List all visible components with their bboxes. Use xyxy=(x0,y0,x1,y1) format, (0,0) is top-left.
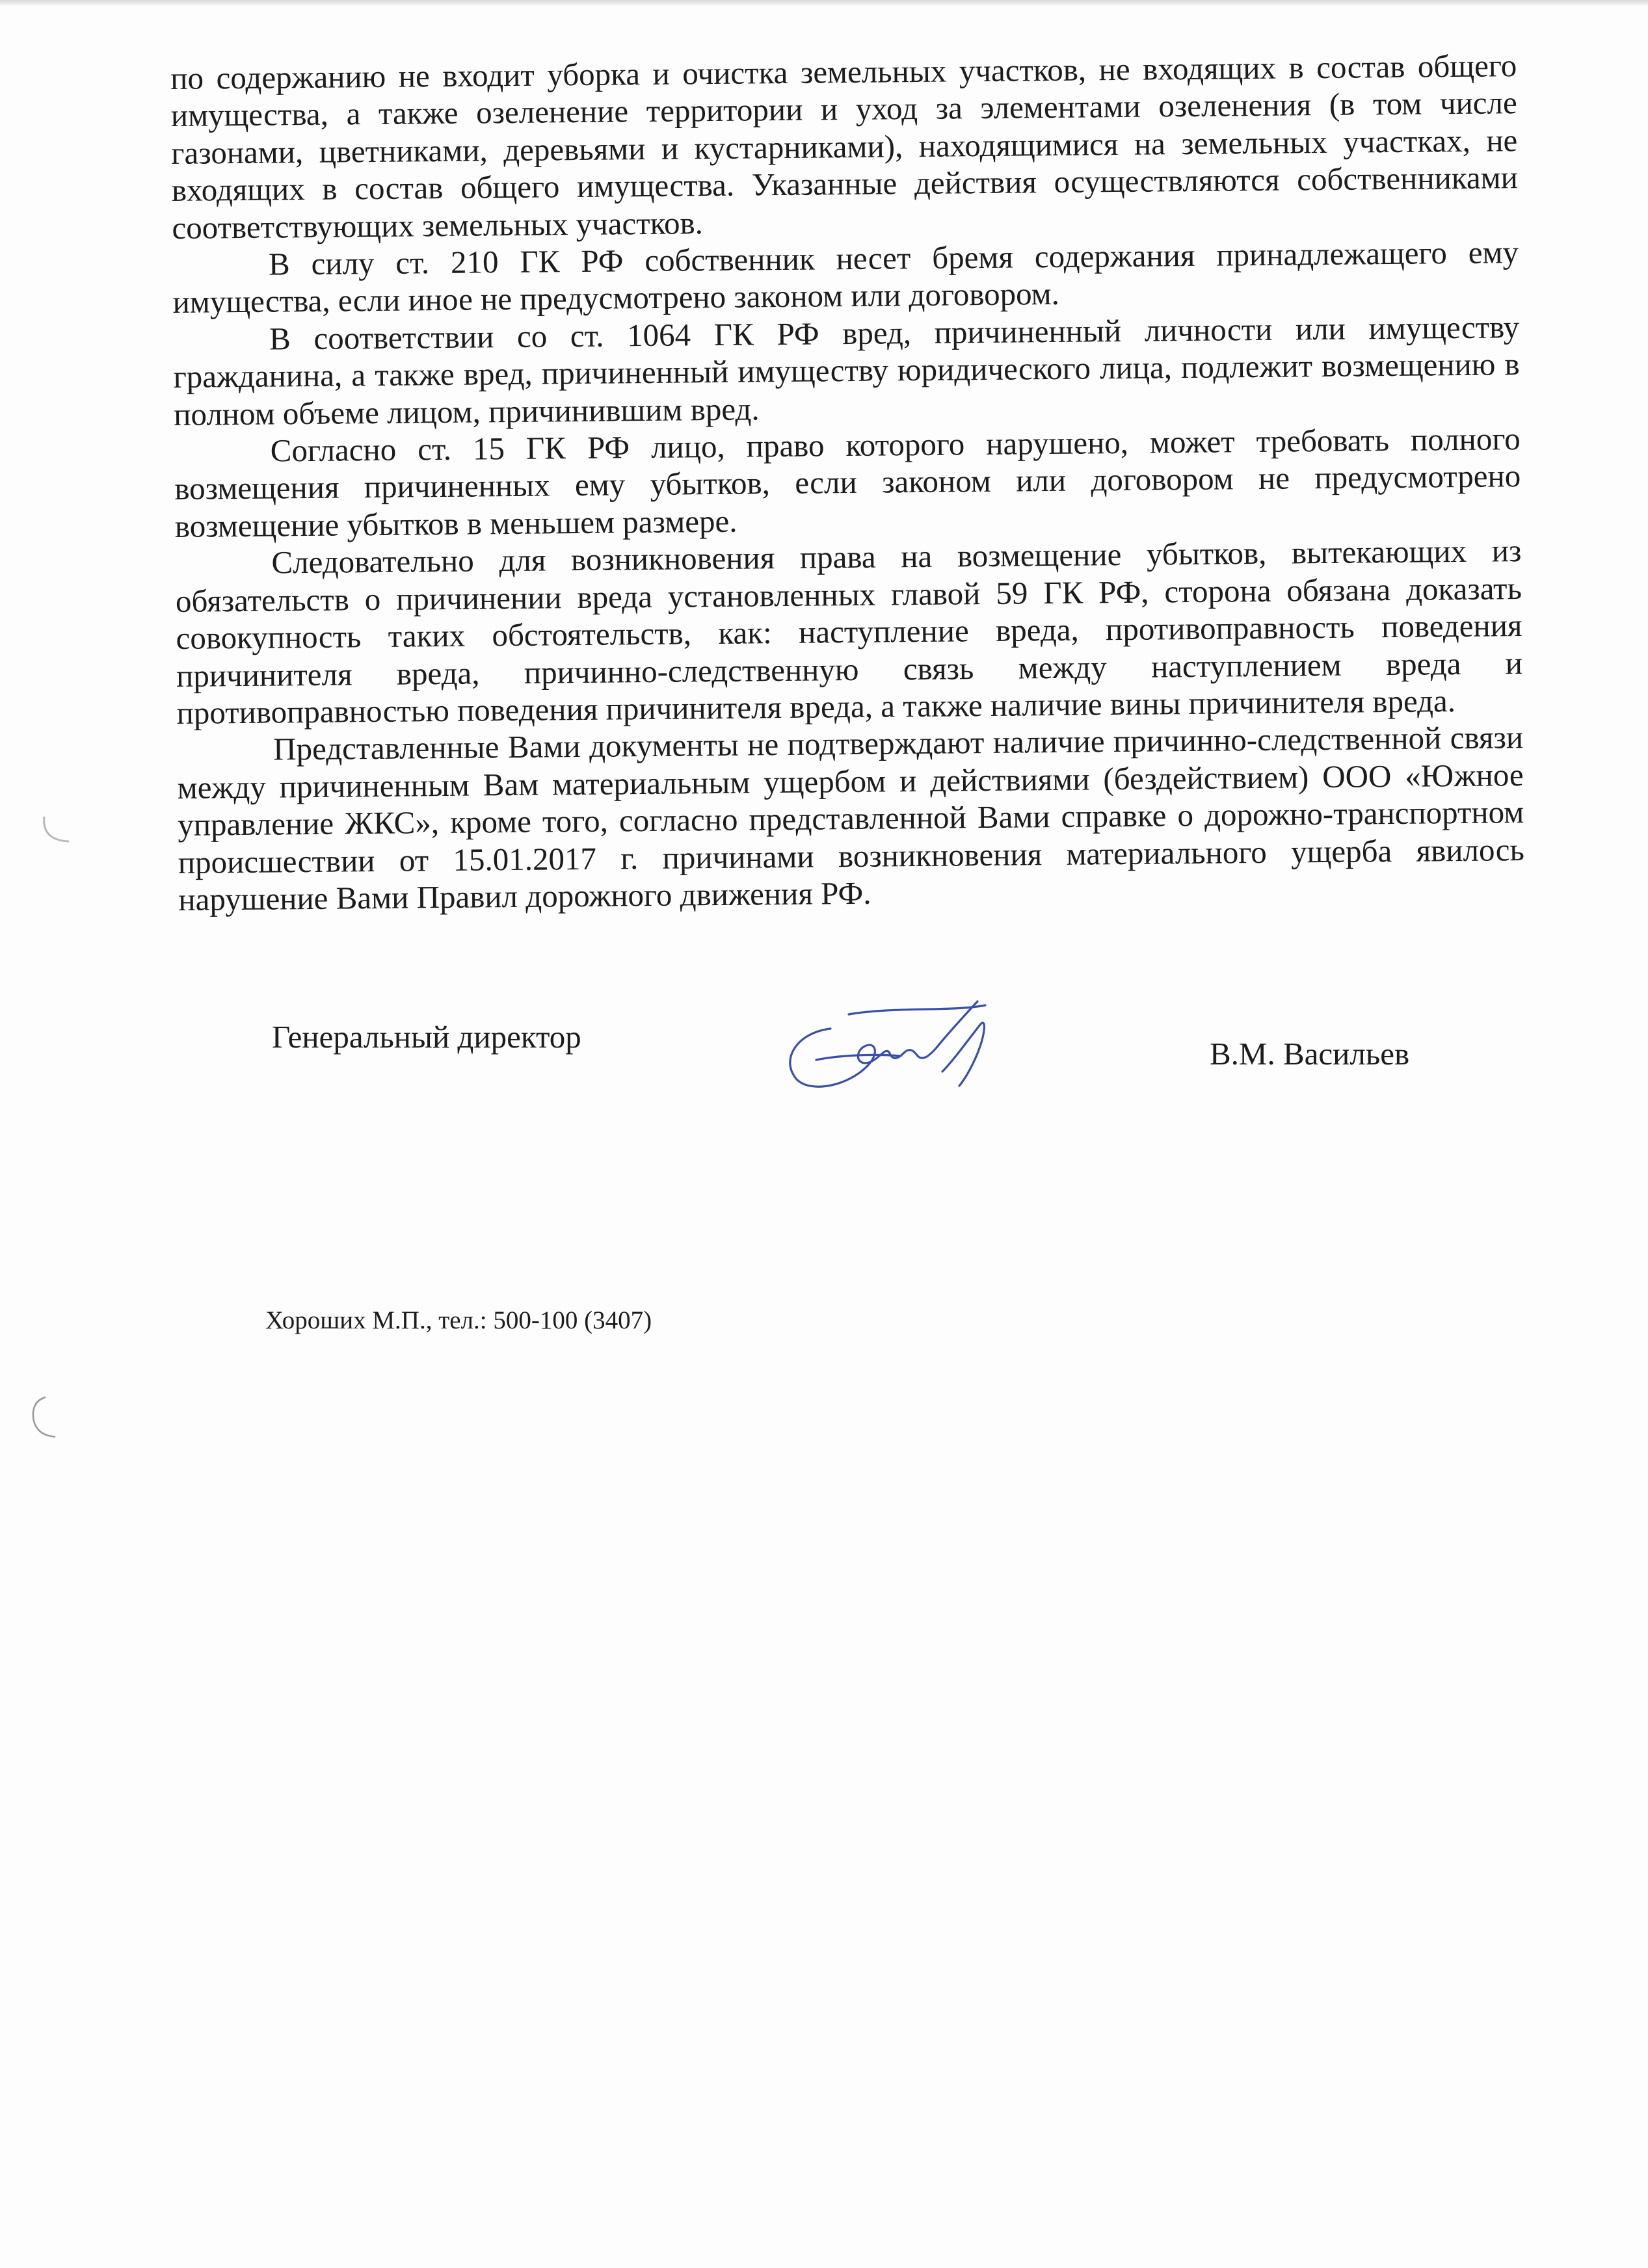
paragraph: В соответствии со ст. 1064 ГК РФ вред, причиненный личности или имуществу гражданина, а также вред, причиненный имуществу юридического лица, подлежит возмещению в полном объеме лицом, причинившим вред. xyxy=(173,308,1520,432)
punch-hole-mark xyxy=(38,801,83,850)
punch-hole-mark xyxy=(26,1393,72,1442)
paragraph: Представленные Вами документы не подтверждают наличие причинно-следственной связи между причиненным Вам материальным ущербом и действиями (бездействием) ООО «Южное управление ЖКС», кроме того, согласно представленной Вами справке о дорожно-транспортном происшествии от 15.01.2017 г. причинами возникновения материального ущерба явилось нарушение Вами Правил дорожного движения РФ. xyxy=(177,719,1525,917)
paragraph: по содержанию не входит уборка и очистка земельных участков, не входящих в состав общего имущества, а также озеленение территории и уход за элементами озеленения (в том числе газонами, цветниками, деревьями и кустарниками), находящимися на земельных участках, не входящих в состав общего имущества. Указанные действия осуществляются собственниками соответствующих земельных участков. xyxy=(170,47,1519,246)
signer-position: Генеральный директор xyxy=(272,1019,581,1055)
letter-body xyxy=(170,47,1525,918)
paragraph: Согласно ст. 15 ГК РФ лицо, право которого нарушено, может требовать полного возмещения причиненных ему убытков, если законом или договором не предусмотрено возмещение убытков в меньшем размере. xyxy=(174,421,1521,544)
executor-contact: Хороших М.П., тел.: 500-100 (3407) xyxy=(265,1306,652,1334)
scan-edge-shadow xyxy=(0,0,1648,7)
signer-name: В.М. Васильев xyxy=(1210,1036,1410,1072)
paragraph: Следовательно для возникновения права на возмещение убытков, вытекающих из обязательств о причинении вреда установленных главой 59 ГК РФ, сторона обязана доказать совокупность таких обстоятельств, как: наступление вреда, противоправность поведения причинителя вреда, причинно-следственную связь между наступлением вреда и противоправностью поведения причинителя вреда, а также наличие вины причинителя вреда. xyxy=(175,533,1523,731)
handwritten-signature xyxy=(771,988,1005,1099)
paragraph: В силу ст. 210 ГК РФ собственник несет бремя содержания принадлежащего ему имущества, если иное не предусмотрено законом или договором. xyxy=(172,234,1519,321)
